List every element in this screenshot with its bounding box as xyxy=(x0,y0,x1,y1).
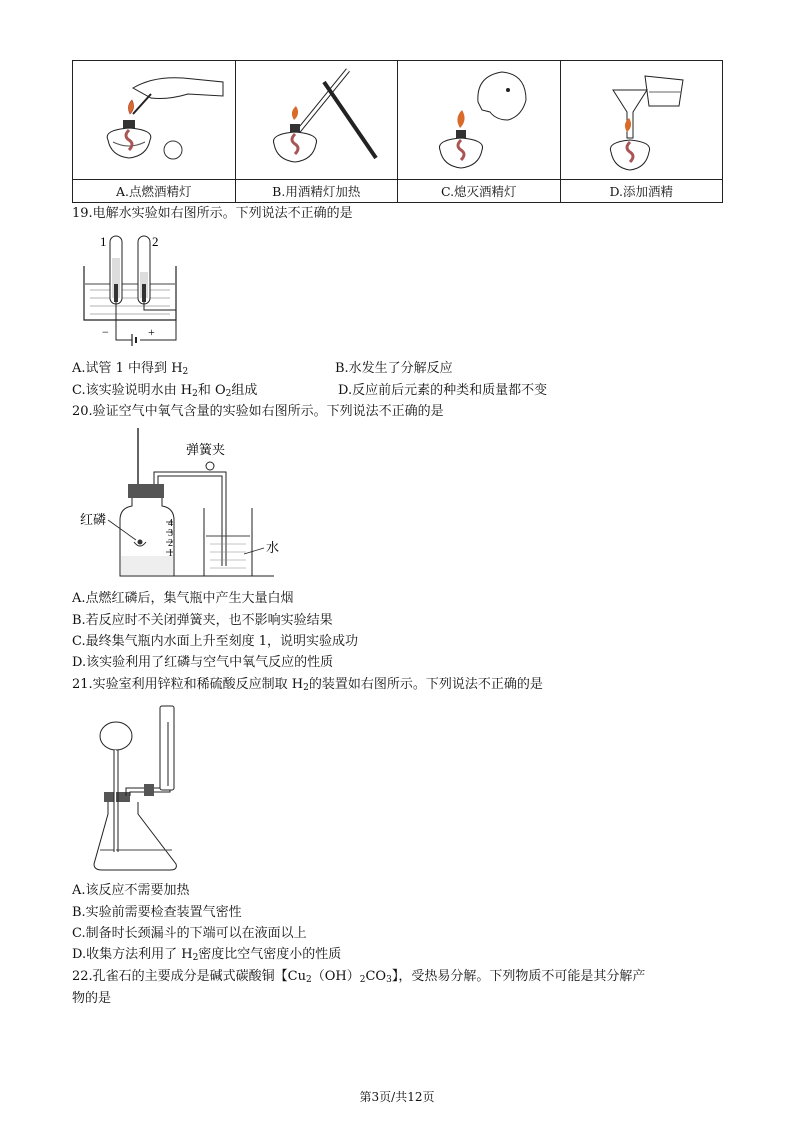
q21-option-b: B.实验前需要检查装置气密性 xyxy=(72,905,242,920)
electrolysis-figure xyxy=(80,228,190,348)
page-footer: 第3页/共12页 xyxy=(359,1090,435,1104)
lamp-operations-table xyxy=(72,60,723,203)
q19-option-d: D.反应前后元素的种类和质量都不变 xyxy=(338,383,548,398)
phosphorus-label: 红磷 xyxy=(80,512,107,527)
image-cell-b xyxy=(235,61,398,180)
mark-1: 1 xyxy=(168,548,173,559)
caption-d: D.添加酒精 xyxy=(560,180,723,203)
clamp-label: 弹簧夹 xyxy=(186,442,226,457)
q22-line2: 物的是 xyxy=(72,991,112,1006)
blowing-out-illustration xyxy=(398,62,558,178)
caption-a: A.点燃酒精灯 xyxy=(73,180,236,203)
tube2-label: 2 xyxy=(152,234,159,249)
tube1-label: 1 xyxy=(100,234,107,249)
image-cell-a xyxy=(73,61,236,180)
heating-illustration xyxy=(236,62,396,178)
q20-option-a: A.点燃红磷后，集气瓶中产生大量白烟 xyxy=(72,591,294,606)
lighting-lamp-illustration xyxy=(73,62,233,178)
water-label: 水 xyxy=(266,540,280,555)
mark-4: 4 xyxy=(168,518,173,529)
q20-option-c: C.最终集气瓶内水面上升至刻度 1，说明实验成功 xyxy=(72,634,359,649)
hydrogen-apparatus-figure xyxy=(88,702,198,874)
q19-option-a: A.试管 1 中得到 $H_2$ xyxy=(72,361,189,377)
q21-option-a: A.该反应不需要加热 xyxy=(72,883,190,898)
q20-option-b: B.若反应时不关闭弹簧夹，也不影响实验结果 xyxy=(72,613,333,628)
image-cell-c xyxy=(398,61,561,180)
q19-option-b: B.水发生了分解反应 xyxy=(335,361,453,376)
q21-stem: 21.实验室利用锌粒和稀硫酸反应制取 $H_2$的装置如右图所示。下列说法不正确的是 xyxy=(72,677,543,693)
caption-c: C.熄灭酒精灯 xyxy=(398,180,561,203)
q20-option-d: D.该实验利用了红磷与空气中氧气反应的性质 xyxy=(72,655,334,670)
q22-line1: 22.孔雀石的主要成分是碱式碳酸铜【$Cu_2(OH)_2CO_3$】，受热易分解。下列物质不可能是其分解产 xyxy=(72,969,646,985)
q21-option-c: C.制备时长颈漏斗的下端可以在液面以上 xyxy=(72,926,307,941)
q19-stem: 19.电解水实验如右图所示。下列说法不正确的是 xyxy=(72,206,353,221)
q19-option-c: C.该实验说明水由 $H_2$和 $O_2$组成 xyxy=(72,383,258,399)
mark-2: 2 xyxy=(168,538,173,549)
mark-3: 3 xyxy=(168,528,173,539)
adding-alcohol-illustration xyxy=(561,62,721,178)
minus-label: − xyxy=(102,325,109,339)
q20-stem: 20.验证空气中氧气含量的实验如右图所示。下列说法不正确的是 xyxy=(72,404,444,419)
caption-b: B.用酒精灯加热 xyxy=(235,180,398,203)
q21-option-d: D.收集方法利用了 $H_2$密度比空气密度小的性质 xyxy=(72,947,342,963)
plus-label: + xyxy=(148,325,155,339)
image-cell-d xyxy=(560,61,723,180)
oxygen-content-figure xyxy=(78,428,298,584)
